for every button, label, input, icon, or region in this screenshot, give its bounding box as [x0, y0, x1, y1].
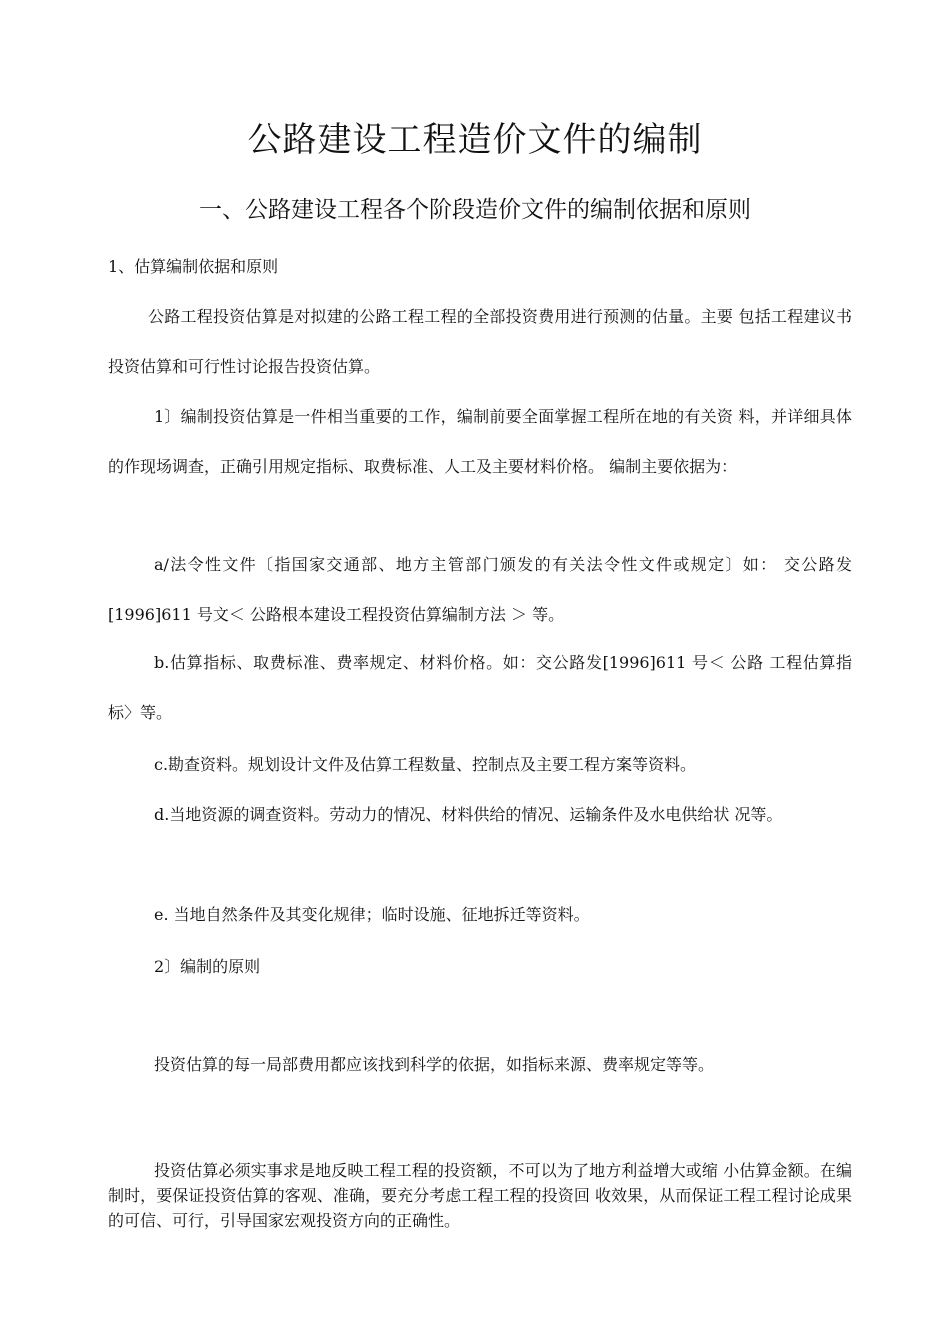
subsection-heading: 1、估算编制依据和原则: [108, 257, 279, 276]
list-item: b.估算指标、取费标准、费率规定、材料价格。如：交公路发[1996]611 号＜ 公路 工程估算指标〉等。: [108, 653, 852, 722]
list-item: c.勘查资料。规划设计文件及估算工程数量、控制点及主要工程方案等资料。: [154, 755, 697, 774]
list-item: a/法令性文件〔指国家交通部、地方主管部门颁发的有关法令性文件或规定〕如： 交公路发[1996]611 号文＜ 公路根本建设工程投资估算编制方法 ＞ 等。: [108, 555, 852, 624]
paragraph: 1〕编制投资估算是一件相当重要的工作，编制前要全面掌握工程所在地的有关资 料，并详细具体的作现场调查，正确引用规定指标、取费标准、人工及主要材料价格。 编制主要依据为：: [108, 407, 852, 476]
list-item: e. 当地自然条件及其变化规律；临时设施、征地拆迁等资料。: [154, 905, 590, 924]
section-heading: 一、公路建设工程各个阶段造价文件的编制依据和原则: [199, 197, 751, 223]
paragraph: 公路工程投资估算是对拟建的公路工程工程的全部投资费用进行预测的估量。主要 包括工程建议书投资估算和可行性讨论报告投资估算。: [108, 307, 852, 376]
list-item: d.当地资源的调查资料。劳动力的情况、材料供给的情况、运输条件及水电供给状 况等。: [154, 805, 783, 824]
paragraph: 投资估算必须实事求是地反映工程工程的投资额，不可以为了地方利益增大或缩 小估算金额。在编制时，要保证投资估算的客观、准确，要充分考虑工程工程的投资回 收效果，从而保证工程工程讨论成果的可信、可行，引导国家宏观投资方向的正确性。: [108, 1161, 852, 1230]
subsection-heading: 2〕编制的原则: [154, 957, 261, 976]
paragraph: 投资估算的每一局部费用都应该找到科学的依据，如指标来源、费率规定等等。: [154, 1055, 715, 1074]
document-title: 公路建设工程造价文件的编制: [247, 120, 703, 160]
